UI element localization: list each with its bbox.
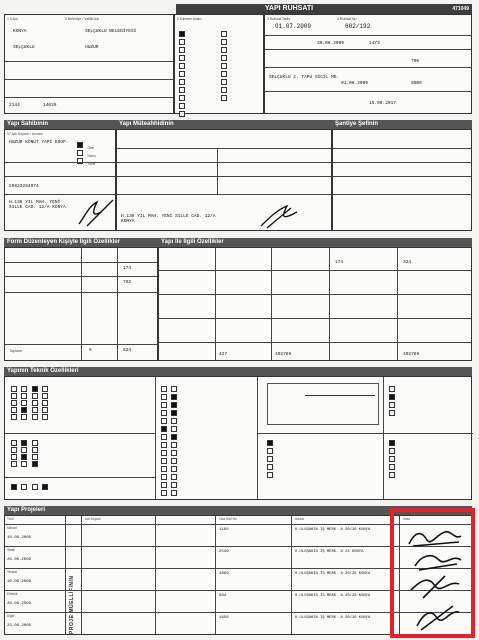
- belediye-value: SELÇUKLU BELEDİYESİ: [85, 29, 137, 34]
- checkbox-11[interactable]: [179, 111, 185, 117]
- ilce-value: SELÇUKLU: [13, 45, 35, 50]
- table-row: Diğer 23.06.2009 1856 H.ULUŞAHİN İŞ MERK. A 20/26 KONYA: [7, 614, 371, 628]
- area-2: 402789: [275, 352, 292, 357]
- form-title-bar: [176, 4, 402, 14]
- units-4: 324: [403, 260, 412, 265]
- owner-signature: [75, 196, 117, 230]
- col-oda: Oda Sicil No: [219, 517, 237, 521]
- pafta-value: 30.06.2009: [317, 41, 345, 46]
- owner-name-label: 17 Adı Soyadı / Unvanı: [7, 132, 43, 136]
- header-left-block: [4, 14, 174, 114]
- highlight-box: [390, 508, 475, 638]
- table-row: Tesisat 10.06.2009 1869 H.ULUŞAHİN İŞ MERK. A 20/26 KONYA: [5, 568, 471, 591]
- yil-value: 15.09.2017: [369, 101, 397, 106]
- section-yapinin-teknik: Yapının Teknik Özellikleri: [4, 367, 472, 376]
- totals-label: Toplam: [9, 348, 22, 353]
- table-row: Elektrik 26.06.2009 604 H.ULUŞAHİN İŞ MERK. A 20/26 KONYA: [5, 590, 471, 613]
- owner-tax-no: 29823284974: [9, 184, 39, 189]
- ruhsat-tarihi-value: 01.07.2009: [275, 23, 312, 30]
- area-1: 427: [219, 352, 228, 357]
- owner-block: 17 Adı Soyadı / Unvanı HUZUR KONUT YAPI KOOP. Özel Kamu Tüzel 29823284974 H.136 YIL MAH. YENİ SILLE CAD. 12/A KONYA: [4, 129, 116, 231]
- form-title: YAPI RUHSATI: [264, 5, 314, 12]
- form-number: 471049: [402, 4, 472, 14]
- parsel-no-value: 9806: [411, 81, 422, 86]
- owner-name: HUZUR KONUT YAPI KOOP.: [9, 140, 69, 145]
- area-3: 402789: [403, 352, 420, 357]
- mahalle-value: HUZUR: [85, 45, 99, 50]
- form-duzenleyen-block: [4, 247, 158, 361]
- yapi-ile-ilgili-block: [158, 247, 472, 361]
- table-row: Statik 26.06.2009 2539 H.ULUŞAHİN İŞ MERK. A 24 KONYA: [5, 546, 471, 569]
- contractor-address: H.136 YIL MAH. YENİ SILLE CAD. 12/A KONYA: [121, 214, 216, 224]
- parsel-value: 706: [411, 59, 420, 64]
- units-1: 174: [123, 266, 132, 271]
- site-chief-block: [332, 129, 472, 231]
- owner-address: H.136 YIL MAH. YENİ SILLE CAD. 12/A KONYA: [9, 200, 66, 210]
- project-side-label: PROJE MÜELLİFİNİN: [69, 575, 75, 634]
- section-santiye-sefinin: Şantiye Şefinin: [332, 120, 472, 129]
- col-adres: Adresi: [295, 517, 305, 521]
- alan-value: 2144: [9, 103, 20, 108]
- kat-value: 14629: [43, 103, 57, 108]
- section-yapi-sahibinin: Yapı Sahibinin: [4, 120, 116, 129]
- tapu-value: SELÇUKLU 2. TAPU SİCİL MD.: [269, 75, 340, 80]
- section-yapi-muteahhidinin: Yapı Müteahhidinin: [116, 120, 332, 129]
- section-yapi-projeleri: Yapı Projeleri: [4, 506, 472, 515]
- tapu-tarih-value: 01.06.2009: [341, 81, 369, 86]
- ruhsat-no-label: 4 Ruhsat No: [337, 17, 357, 21]
- technical-specs-block: [4, 376, 472, 500]
- section-form-duzenleyen: Form Düzenleyen Kişiyle İlgili Özellikler: [4, 238, 158, 247]
- usage-type-block: 5 Kullanım Amacı: [174, 14, 264, 114]
- col-adi: Adı Soyadı: [85, 517, 101, 521]
- il-value: KONYA: [13, 29, 27, 34]
- header-right-block: [264, 14, 472, 114]
- table-row: Mimari 10.06.2009 1160 H.ULUŞAHİN İŞ MERK. A 20/26 KONYA: [5, 524, 471, 547]
- ruhsat-no-value: 602/192: [345, 23, 371, 30]
- contractor-signature: [257, 202, 307, 230]
- contractor-block: [116, 129, 332, 231]
- total-1: 6: [89, 348, 92, 353]
- units-2: 792: [123, 280, 132, 285]
- ada-value: 1473: [369, 41, 380, 46]
- total-2: 824: [123, 348, 132, 353]
- units-3: 174: [335, 260, 344, 265]
- section-yapi-ile-ilgili: Yapı İle İlgili Özellikler: [158, 238, 472, 247]
- belediye-label: 2 Belediye / Valilik Adı: [65, 17, 100, 21]
- checkbox-20[interactable]: [221, 95, 227, 101]
- il-label: 1 İl Adı: [7, 17, 18, 21]
- ruhsat-tarihi-label: 3 Ruhsat Tarihi: [267, 17, 291, 21]
- col-turu: Türü: [7, 517, 14, 521]
- col-imza: İmza: [403, 517, 410, 521]
